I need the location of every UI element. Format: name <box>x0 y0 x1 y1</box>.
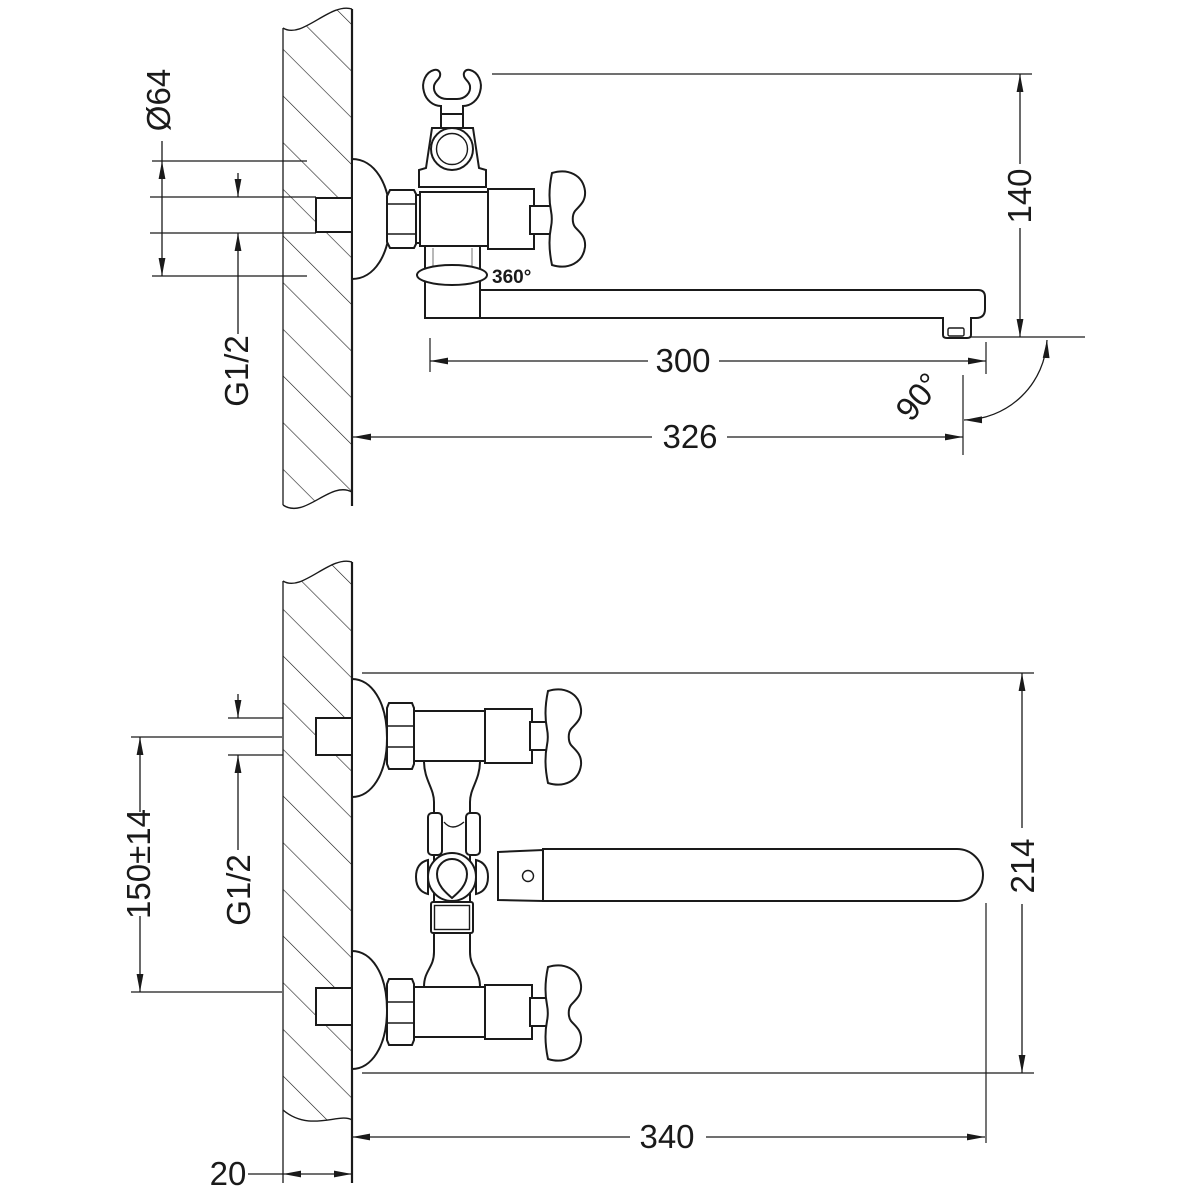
label-holder-height: 140 <box>1001 168 1038 224</box>
spout-bracket <box>498 850 543 901</box>
valve-bonnet <box>485 985 532 1039</box>
diverter-lug <box>476 860 488 894</box>
label-inlet-thread-front: G1/2 <box>220 854 257 926</box>
dim-inlet-centers <box>120 737 157 992</box>
wall-pipe-stub <box>316 988 352 1025</box>
side-view <box>140 8 1085 508</box>
label-overall-length: 340 <box>639 1118 695 1155</box>
label-swivel-angle: 90° <box>887 365 949 428</box>
dim-escutcheon-diameter <box>140 69 177 276</box>
dim-wall-offset <box>210 1155 352 1192</box>
swivel-indicator-ellipse <box>417 265 487 285</box>
union-nut <box>387 703 414 769</box>
valve-body <box>414 711 485 761</box>
mixer-front <box>316 679 983 1069</box>
diverter-block <box>431 902 473 933</box>
wall-section-front <box>283 561 352 1183</box>
dim-spout-length <box>430 338 986 379</box>
front-view <box>120 561 1041 1192</box>
mixer-body <box>420 192 488 246</box>
label-total-projection: 326 <box>662 418 718 455</box>
label-spout-swivel: 360° <box>492 267 532 288</box>
label-inlet-centers: 150±14 <box>120 809 157 919</box>
escutcheon <box>352 679 387 797</box>
escutcheon <box>352 159 390 279</box>
shower-hose-holder <box>419 70 486 187</box>
holder-clip <box>423 70 481 114</box>
valve-bonnet <box>485 709 532 763</box>
union-nut <box>387 979 414 1045</box>
diverter-clip <box>428 813 442 855</box>
diverter-clip <box>466 813 480 855</box>
cross-handle <box>546 689 581 784</box>
label-overall-height: 214 <box>1004 838 1041 894</box>
wall-pipe-stub <box>316 198 352 232</box>
escutcheon <box>352 951 387 1069</box>
wall-section <box>283 8 352 508</box>
mixer-side <box>316 70 985 338</box>
swivel-spout <box>427 290 985 338</box>
label-wall-offset: 20 <box>209 1155 247 1192</box>
dim-inlet-thread-side <box>218 173 255 407</box>
wall-pipe-stub <box>316 718 352 755</box>
label-escutcheon-diameter: Ø64 <box>140 68 177 132</box>
valve-bonnet <box>488 189 534 249</box>
diverter-lug <box>416 860 428 894</box>
spout-front <box>543 849 983 901</box>
dim-total-projection <box>353 375 963 455</box>
holder-ring-outer <box>431 128 473 170</box>
label-spout-length: 300 <box>655 342 711 379</box>
cross-handle <box>550 171 585 266</box>
cross-handle <box>546 965 581 1060</box>
dim-swivel-angle <box>888 340 1047 428</box>
dim-inlet-thread-front <box>220 694 257 926</box>
union-nut <box>387 190 417 248</box>
label-inlet-thread-side: G1/2 <box>218 335 255 407</box>
valve-body <box>414 987 485 1037</box>
